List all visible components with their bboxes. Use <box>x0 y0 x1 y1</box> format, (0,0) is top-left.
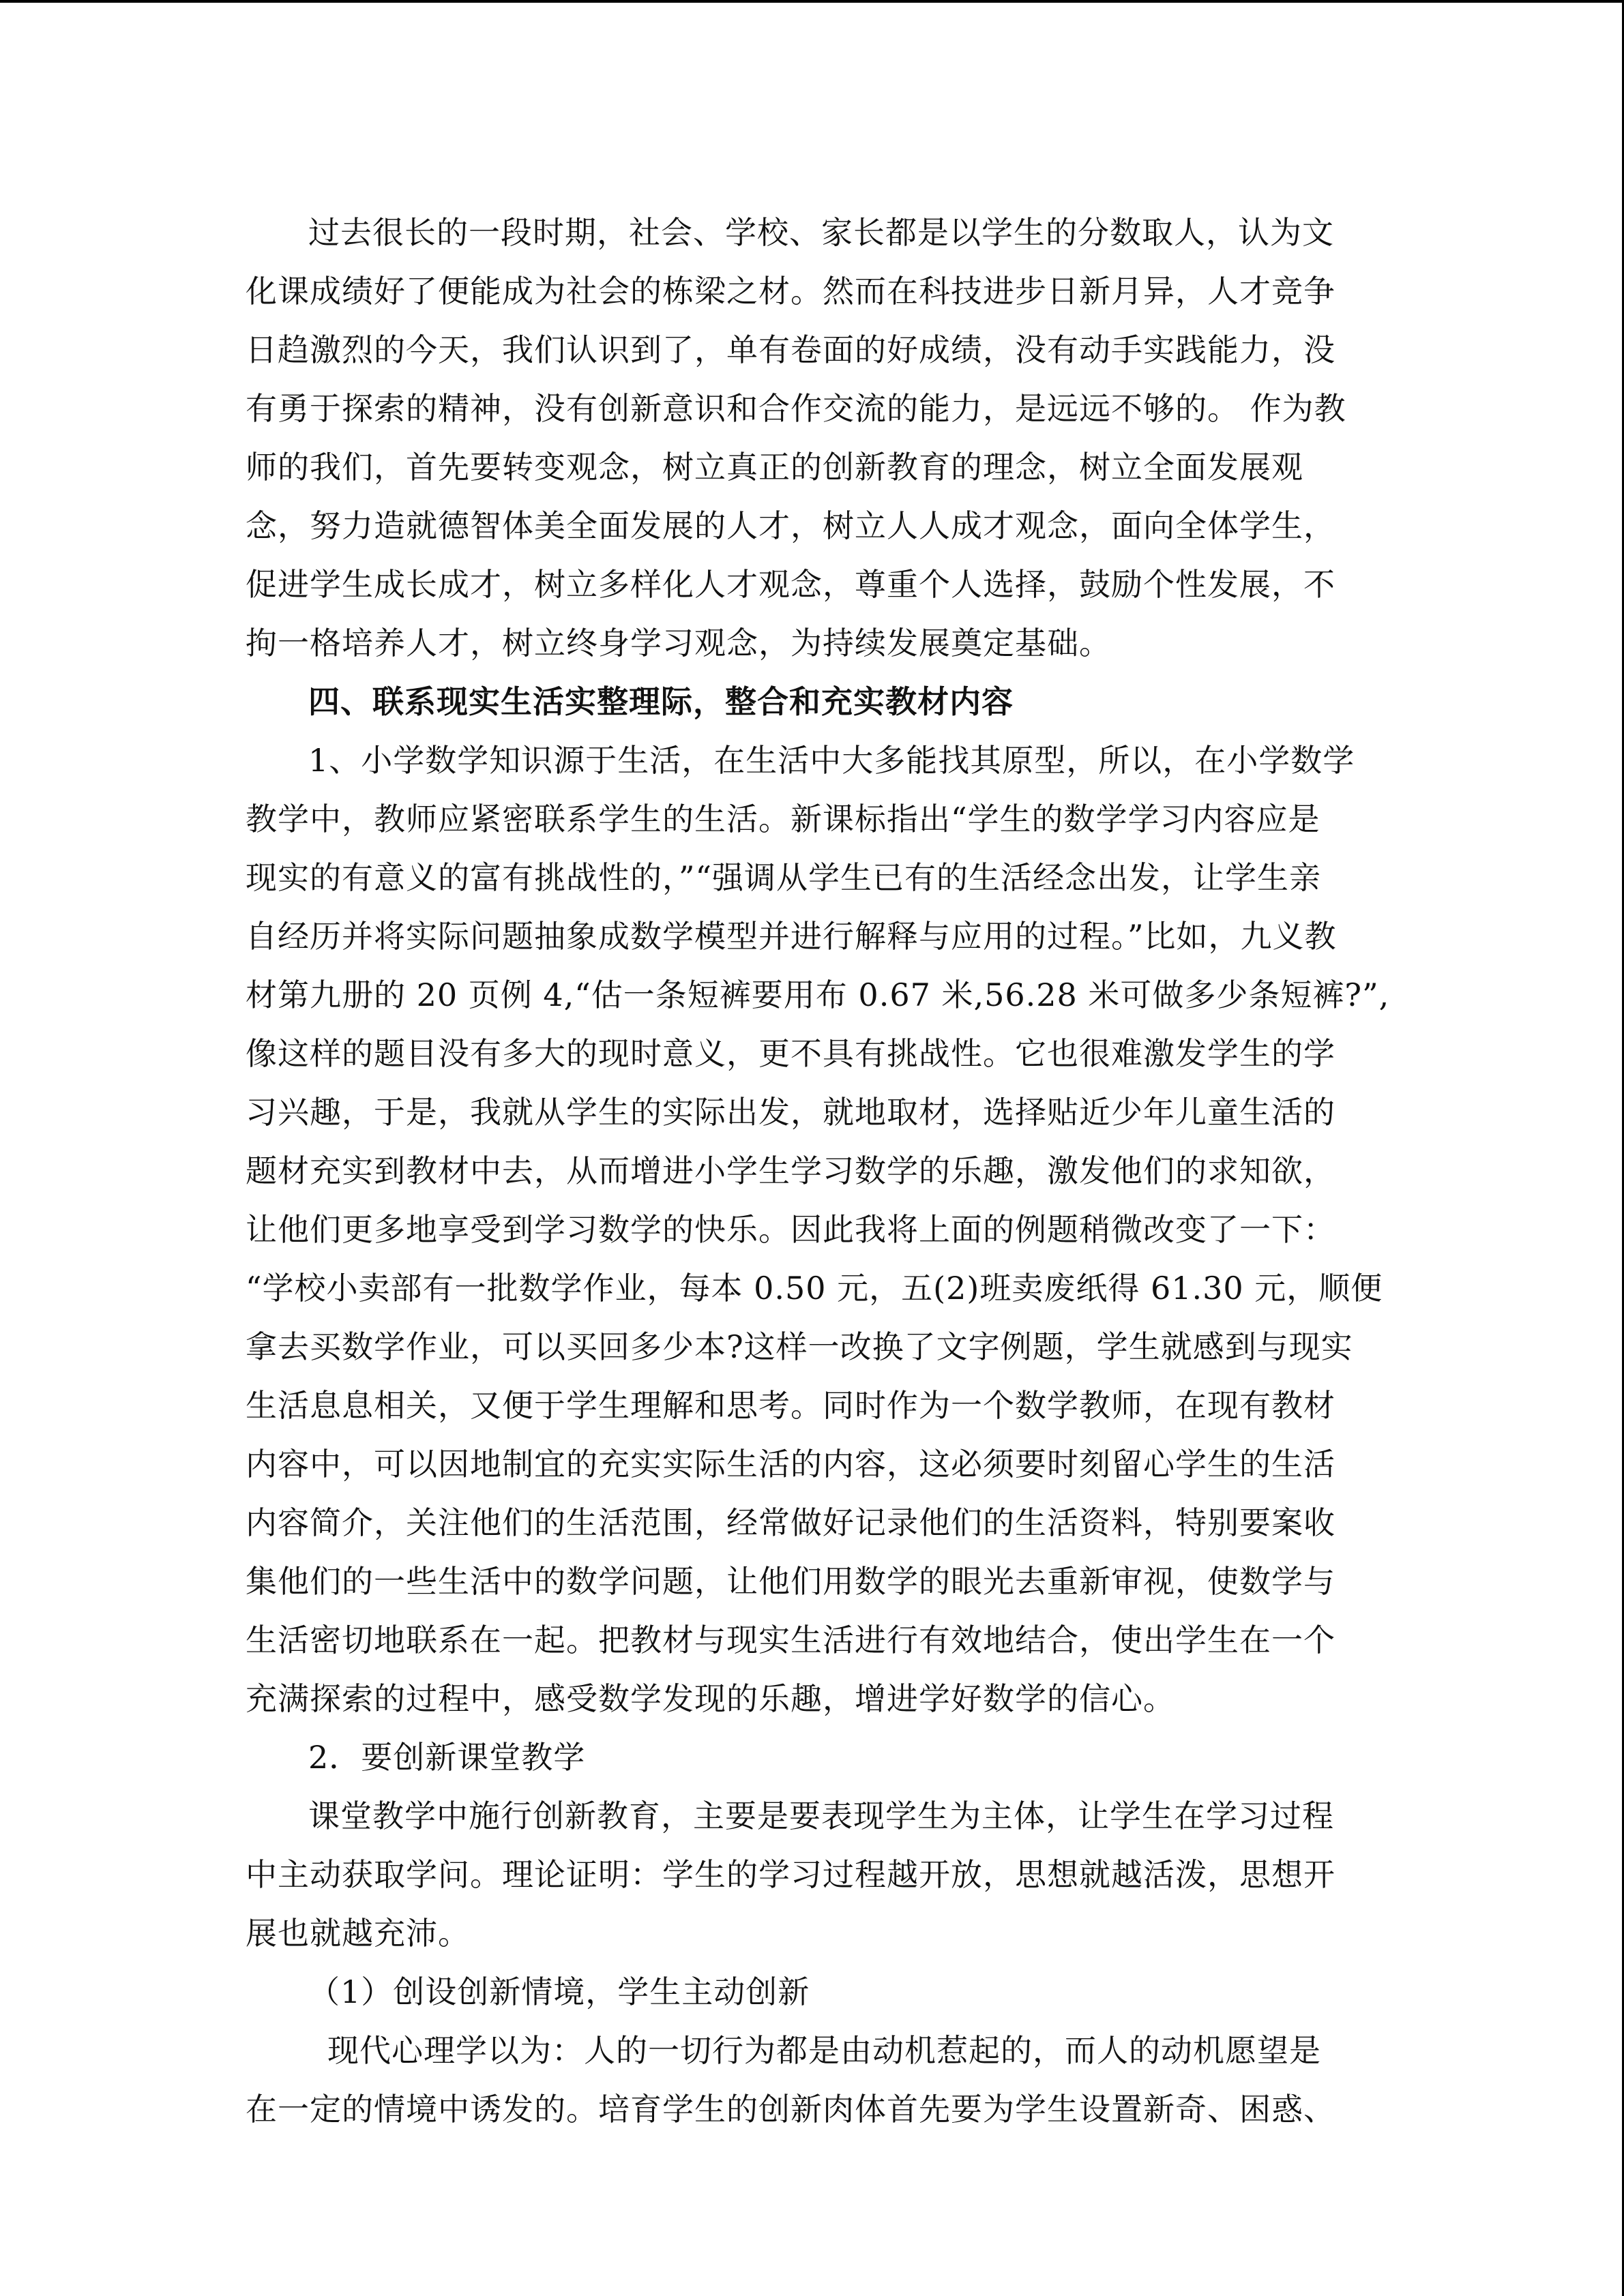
section-heading: 四、联系现实生活实整理际，整合和充实教材内容 <box>308 683 1014 720</box>
text-line: 展也就越充沛。 <box>246 1915 470 1952</box>
text-line: 充满探索的过程中，感受数学发现的乐趣，增进学好数学的信心。 <box>246 1680 1175 1717</box>
text-line: 现代心理学以为：人的一切行为都是由动机惹起的，而人的动机愿望是 <box>327 2032 1321 2069</box>
text-line: 拘一格培养人才，树立终身学习观念，为持续发展奠定基础。 <box>246 625 1111 661</box>
text-line: 1、小学数学知识源于生活，在生活中大多能找其原型，所以，在小学数学 <box>308 742 1355 779</box>
document-page <box>246 203 1390 2138</box>
text-line: 内容简介，关注他们的生活范围，经常做好记录他们的生活资料，特别要案收 <box>246 1504 1335 1541</box>
page-top-border <box>0 0 1624 3</box>
text-line: 自经历并将实际问题抽象成数学模型并进行解释与应用的过程。”比如，九义教 <box>246 918 1337 955</box>
text-line: 集他们的一些生活中的数学问题，让他们用数学的眼光去重新审视，使数学与 <box>246 1563 1335 1600</box>
text-line: 有勇于探索的精神，没有创新意识和合作交流的能力，是远远不够的。 作为教 <box>246 390 1346 427</box>
text-line: 课堂教学中施行创新教育，主要是要表现学生为主体，让学生在学习过程 <box>308 1798 1334 1834</box>
text-line: 师的我们，首先要转变观念，树立真正的创新教育的理念，树立全面发展观 <box>246 449 1303 486</box>
text-line: 在一定的情境中诱发的。培育学生的创新肉体首先要为学生设置新奇、困惑、 <box>246 2091 1335 2128</box>
text-line: （1）创设创新情境，学生主动创新 <box>308 1973 810 2010</box>
text-line: 2．要创新课堂教学 <box>308 1739 586 1776</box>
text-line: 中主动获取学问。理论证明：学生的学习过程越开放，思想就越活泼，思想开 <box>246 1856 1335 1893</box>
text-line: 过去很长的一段时期，社会、学校、家长都是以学生的分数取人，认为文 <box>308 214 1334 251</box>
text-line: 内容中，可以因地制宜的充实实际生活的内容，这必须要时刻留心学生的生活 <box>246 1446 1335 1482</box>
text-line: 生活息息相关，又便于学生理解和思考。同时作为一个数学教师，在现有教材 <box>246 1387 1335 1424</box>
text-line: 题材充实到教材中去，从而增进小学生学习数学的乐趣，激发他们的求知欲， <box>246 1152 1335 1189</box>
text-line: 念，努力造就德智体美全面发展的人才，树立人人成才观念，面向全体学生， <box>246 507 1335 544</box>
text-line: 促进学生成长成才，树立多样化人才观念，尊重个人选择，鼓励个性发展，不 <box>246 566 1335 603</box>
text-line: “学校小卖部有一批数学作业，每本 0.50 元，五(2)班卖废纸得 61.30 元，顺便 <box>246 1270 1383 1307</box>
text-line: 习兴趣，于是，我就从学生的实际出发，就地取材，选择贴近少年儿童生活的 <box>246 1094 1335 1131</box>
text-line: 让他们更多地享受到学习数学的快乐。因此我将上面的例题稍微改变了一下： <box>246 1211 1335 1248</box>
text-line: 材第九册的 20 页例 4,“估一条短裤要用布 0.67 米,56.28 米可做多少条短裤?”, <box>246 976 1390 1013</box>
text-line: 像这样的题目没有多大的现时意义，更不具有挑战性。它也很难激发学生的学 <box>246 1035 1335 1072</box>
text-line: 教学中，教师应紧密联系学生的生活。新课标指出“学生的数学学习内容应是 <box>246 801 1320 837</box>
text-line: 日趋激烈的今天，我们认识到了，单有卷面的好成绩，没有动手实践能力，没 <box>246 331 1335 368</box>
text-line: 化课成绩好了便能成为社会的栋梁之材。然而在科技进步日新月异，人才竞争 <box>246 273 1335 310</box>
text-line: 现实的有意义的富有挑战性的，”“强调从学生已有的生活经念出发，让学生亲 <box>246 859 1322 896</box>
text-line: 拿去买数学作业，可以买回多少本?这样一改换了文字例题，学生就感到与现实 <box>246 1328 1353 1365</box>
text-line: 生活密切地联系在一起。把教材与现实生活进行有效地结合，使出学生在一个 <box>246 1622 1335 1658</box>
